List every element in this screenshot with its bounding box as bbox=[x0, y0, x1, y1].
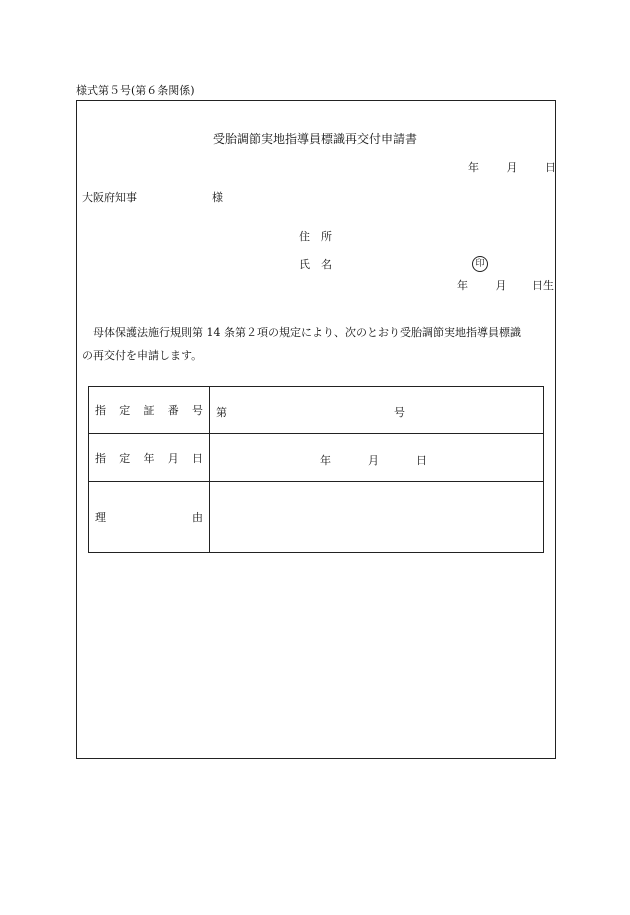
birth-month-label: 月 bbox=[495, 279, 507, 292]
reason-label bbox=[89, 482, 210, 553]
reason-value[interactable] bbox=[210, 482, 544, 553]
address-label: 住 所 bbox=[299, 230, 332, 243]
date-year-label: 年 bbox=[468, 161, 479, 174]
birth-year-label: 年 bbox=[457, 279, 468, 292]
certificate-table bbox=[88, 386, 544, 553]
designation-month-label: 月 bbox=[368, 454, 379, 467]
date-month-label: 月 bbox=[506, 161, 518, 174]
application-date bbox=[468, 162, 556, 173]
label-char: 定 bbox=[119, 404, 131, 417]
label-char: 由 bbox=[192, 511, 203, 524]
addressee-name: 大阪府知事 bbox=[82, 191, 137, 204]
label-char: 番 bbox=[167, 404, 179, 417]
designation-date-label bbox=[89, 434, 210, 482]
table-row-cert-number bbox=[89, 387, 544, 434]
label-char: 日 bbox=[192, 451, 203, 465]
form-title: 受胎調節実地指導員標識再交付申請書 bbox=[212, 132, 417, 146]
form-number: 様式第５号(第６条関係) bbox=[76, 84, 195, 97]
birth-day-label: 日生 bbox=[532, 279, 554, 292]
label-char: 年 bbox=[143, 451, 155, 465]
label-char: 証 bbox=[143, 404, 155, 417]
date-day-label: 日 bbox=[545, 161, 556, 174]
label-char: 号 bbox=[192, 404, 203, 417]
designation-date-value[interactable] bbox=[210, 434, 544, 482]
body-text bbox=[82, 321, 552, 367]
label-char: 指 bbox=[95, 451, 106, 465]
birth-date bbox=[457, 280, 554, 291]
addressee-honorific: 様 bbox=[212, 191, 223, 204]
designation-year-label: 年 bbox=[320, 454, 331, 467]
cert-number-label bbox=[89, 387, 210, 434]
label-char: 月 bbox=[167, 451, 179, 465]
label-char: 指 bbox=[95, 404, 106, 417]
label-char: 定 bbox=[119, 451, 131, 465]
body-line-2: の再交付を申請します。 bbox=[82, 349, 203, 362]
table-row-reason bbox=[89, 482, 544, 553]
cert-number-value[interactable] bbox=[210, 387, 544, 434]
body-line-1: 母体保護法施行規則第 14 条第２項の規定により、次のとおり受胎調節実地指導員標識 bbox=[93, 326, 521, 339]
label-char: 理 bbox=[95, 511, 106, 524]
designation-day-label: 日 bbox=[416, 454, 427, 467]
seal-mark-icon: 印 bbox=[472, 256, 488, 272]
cert-number-prefix: 第 bbox=[216, 406, 227, 419]
table-row-designation-date bbox=[89, 434, 544, 482]
cert-number-suffix: 号 bbox=[394, 406, 405, 419]
name-label: 氏 名 bbox=[299, 258, 332, 271]
